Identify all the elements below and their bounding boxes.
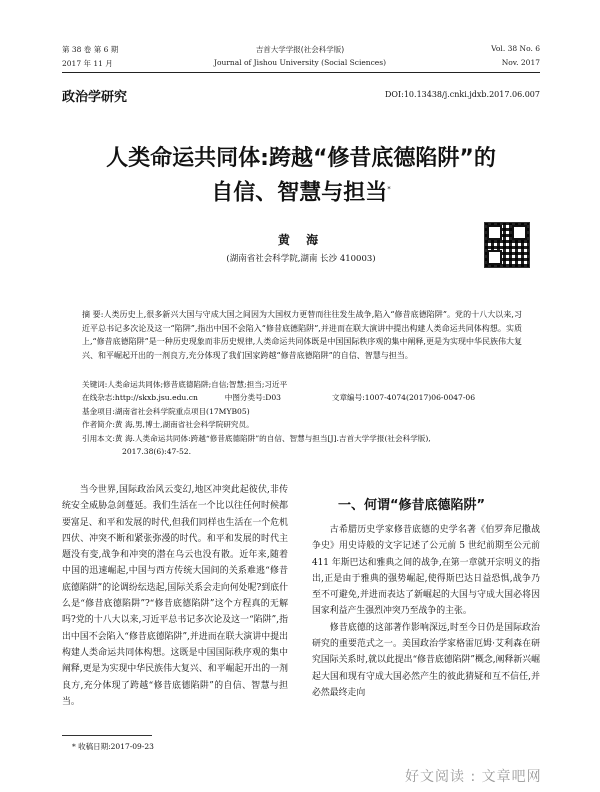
title-line-1: 人类命运共同体:跨越“修昔底德陷阱”的	[106, 146, 496, 171]
online-info-row	[82, 391, 522, 404]
header-rule	[62, 72, 540, 73]
site-watermark: 好文阅读 : 文章吧网	[405, 769, 542, 785]
citation-line-1: 引用本文:黄 海.人类命运共同体:跨越“修昔底德陷阱”的自信、智慧与担当[J].吉首大学学报(社会科学版),	[82, 433, 431, 443]
page-title	[62, 144, 540, 208]
section-label: 政治学研究	[62, 90, 128, 105]
journal-name: 吉首大学学报(社会科学版)	[255, 45, 345, 54]
author-affiliation: (湖南省社会科学院,湖南 长沙 410003)	[226, 254, 376, 264]
journal-volume-issue: 第 38 卷 第 6 期	[62, 45, 119, 54]
section-heading: 一、何谓“修昔底德陷阱”	[338, 498, 486, 513]
article-meta	[82, 378, 522, 458]
article-number: 文章编号:1007-4074(2017)06-0047-06	[331, 393, 476, 403]
footnote-rule	[62, 735, 152, 736]
keywords: 关键词:人类命运共同体;修昔底德陷阱;自信;智慧;担当;习近平	[82, 380, 288, 389]
section-body	[312, 522, 540, 701]
received-date-footnote: * 收稿日期:2017-09-23	[72, 742, 154, 751]
title-footnote-marker: *	[387, 185, 391, 193]
fund-info: 基金项目:湖南省社会科学院重点项目(17MYB05)	[82, 406, 250, 416]
journal-name-en: Journal of Jishou University (Social Sciences)	[213, 58, 387, 67]
author-name: 黄 海	[277, 233, 325, 247]
author-bio: 作者简介:黄 海,男,博士,湖南省社会科学院研究员。	[82, 420, 254, 430]
section-paragraph-2: 修昔底德的这部著作影响深远,时至今日仍是国际政治研究的重要范式之一。美国政治学家格雷厄姆·艾利森在研究国际关系时,就以此提出“修昔底德陷阱”概念,阐释新兴崛起大国和现有守成大国必然产生的彼此猜疑和互不信任,并必然最终走向	[312, 622, 540, 698]
intro-paragraph: 当今世界,国际政治风云变幻,地区冲突此起彼伏,非传统安全威胁急剑蔓延。我们生活在一个比以往任何时候都要富足、和平和发展的时代,但我们同样也生活在一个危机四伏、冲突不断和紧张弥漫的时代。和平和发展的时代主题没有变,战争和冲突的潜在乌云也没有散。近年来,随着中国的迅速崛起,中国与西方传统大国间的关系难逃“修昔底德陷阱”的论调纷纭迭起,国际关系会走向何处呢?到底什么是“修昔底德陷阱”?“修昔底德陷阱”这个方程真的无解吗?党的十八大以来,习近平总书记多次论及这一“陷阱”,指出中国不会陷入“修昔底德陷阱”,并进而在联大演讲中提出构建人类命运共同体构想。这既是中国国际秩序观的集中阐释,更是为实现中华民族伟大复兴、和平崛起开出的一剂良方,充分体现了跨越“修昔底德陷阱”的自信、智慧与担当。	[62, 485, 288, 707]
intro-column	[62, 482, 288, 710]
abstract: 摘 要:人类历史上,很多新兴大国与守成大国之间因为大国权力更替而往往发生战争,陷入“修昔底德陷阱”。党的十八大以来,习近平总书记多次论及这一“陷阱”,指出中国不会陷入“修昔底德陷阱”,并进而在联大演讲中提出构建人类命运共同体构想。实质上,“修昔底德陷阱”是一种历史现象而非历史规律,人类命运共同体既是中国国际秩序观的集中阐释,更是为实现中华民族伟大复兴、和平崛起开出的一剂良方,充分体现了我们国家跨越“修昔底德陷阱”的自信、智慧与担当。	[82, 310, 522, 360]
journal-date-en: Nov. 2017	[501, 58, 540, 67]
qr-code-icon	[484, 222, 530, 268]
online-url[interactable]: 在线杂志:http://skxb.jsu.edu.cn	[82, 393, 198, 403]
clc-number: 中图分类号:D03	[224, 393, 282, 403]
title-line-2: 自信、智慧与担当*	[211, 180, 391, 206]
doi[interactable]: DOI:10.13438/j.cnki.jdxb.2017.06.007	[385, 90, 540, 99]
journal-volume-en: Vol. 38 No. 6	[491, 44, 540, 53]
journal-date: 2017 年 11 月	[62, 59, 113, 68]
section-paragraph-1: 古希腊历史学家修昔底德的史学名著《伯罗奔尼撒战争史》用史诗般的文字记述了公元前 5 世纪前期至公元前 411 年斯巴达和雅典之间的战争,在第一章就开宗明义的指出,正是由于雅典的强势崛起,使得斯巴达日益恐惧,战争乃至不可避免,并进而表达了新崛起的大国与守成大国必将因国家利益产生强烈冲突乃至战争的主张。	[312, 525, 540, 617]
citation-line-2: 2017.38(6):47-52.	[122, 447, 192, 457]
